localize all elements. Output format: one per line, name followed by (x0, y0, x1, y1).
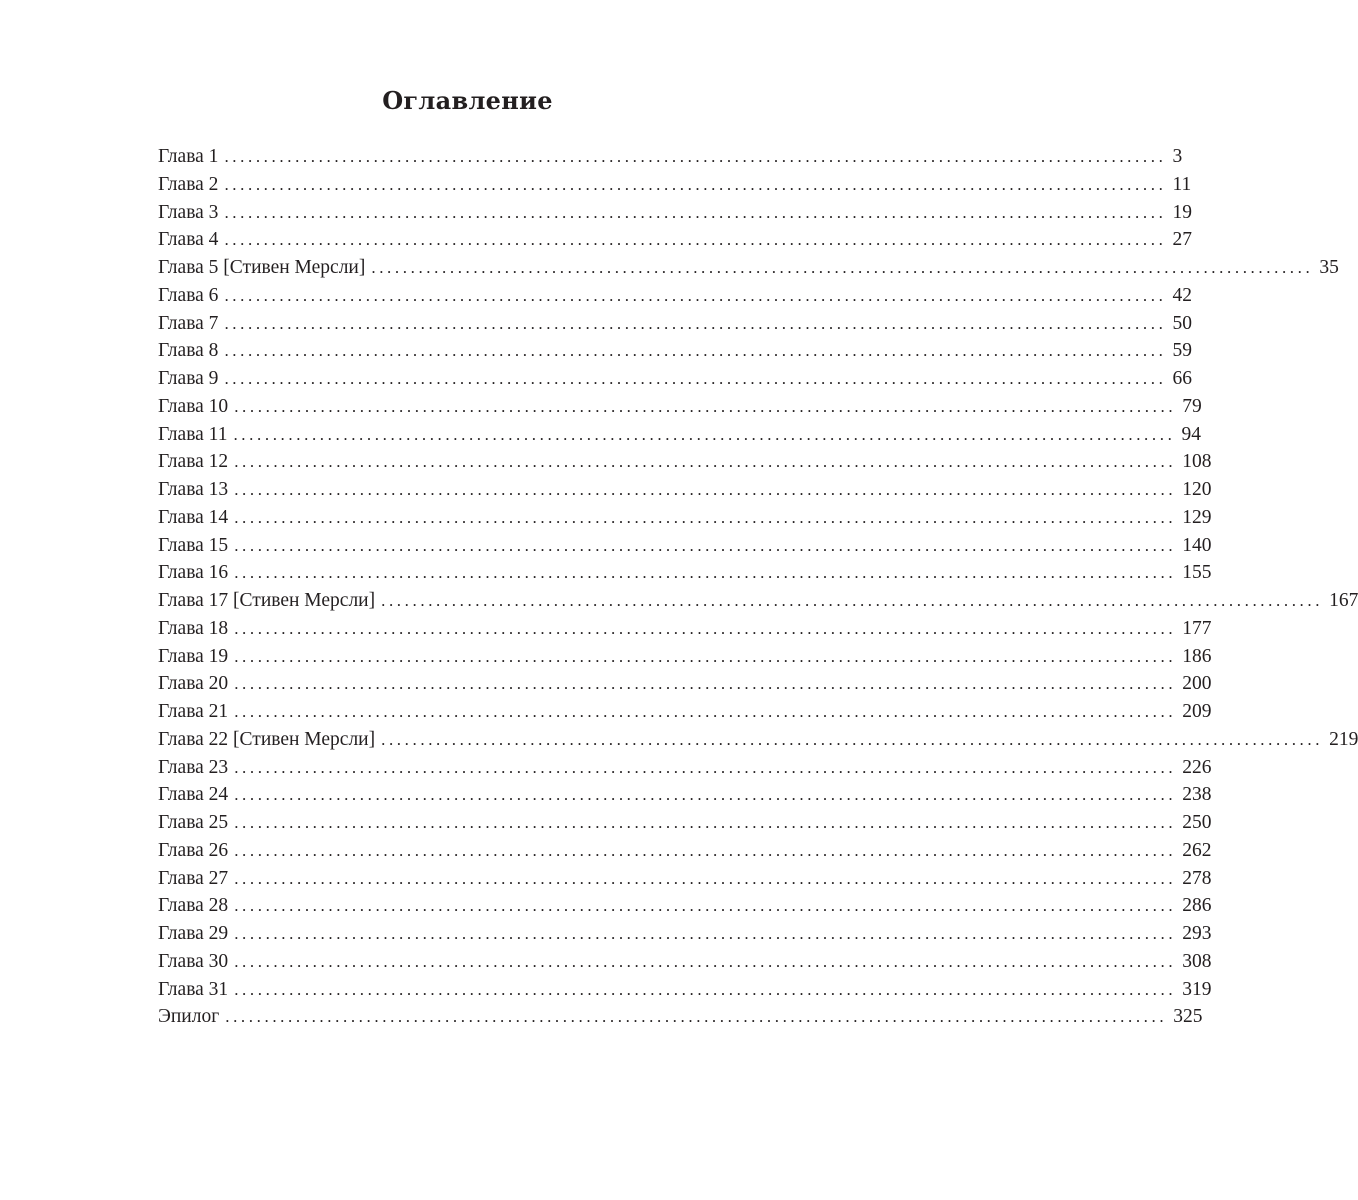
toc-entry[interactable] (158, 670, 1212, 698)
toc-entry[interactable] (158, 448, 1212, 476)
toc-entry-label: Глава 19 (158, 645, 229, 667)
dot-leader: ........................................................................................................................ (234, 868, 1177, 888)
toc-entry-page-number: 319 (1182, 978, 1212, 1000)
toc-entry[interactable] (158, 1003, 1203, 1031)
toc-entry-label: Глава 12 (158, 451, 229, 473)
toc-entry-label: Глава 18 (158, 617, 229, 639)
dot-leader: ........................................................................................................................ (234, 702, 1177, 721)
toc-entry-label: Глава 7 (158, 312, 219, 334)
dot-leader: ........................................................................................................................ (224, 285, 1167, 305)
dot-leader: ........................................................................................................................ (234, 896, 1177, 916)
toc-entry-label: Глава 1 (158, 146, 219, 167)
toc-entry[interactable] (158, 504, 1212, 532)
toc-entry-label: Глава 20 (158, 673, 229, 695)
toc-entry[interactable] (158, 365, 1192, 393)
dot-leader: ........................................................................................................................ (225, 1007, 1168, 1027)
toc-entry-page-number: 262 (1182, 839, 1212, 861)
dot-leader: ........................................................................................................................ (224, 341, 1167, 361)
dot-leader: ........................................................................................................................ (224, 174, 1167, 194)
toc-entry-page-number: 177 (1182, 617, 1212, 639)
dot-leader: ........................................................................................................................ (234, 563, 1177, 583)
toc-entry[interactable] (158, 226, 1192, 254)
toc-entry[interactable] (158, 282, 1192, 310)
toc-entry-label: Глава 24 (158, 784, 229, 806)
toc-entry-label: Глава 13 (158, 479, 229, 500)
toc-entry[interactable] (158, 892, 1212, 920)
dot-leader: ........................................................................................................................ (234, 480, 1177, 499)
dot-leader: ........................................................................................................................ (234, 618, 1177, 638)
toc-entry-page-number: 129 (1182, 506, 1212, 528)
toc-entry-label: Глава 5 [Стивен Мерсли] (158, 257, 366, 278)
toc-entry-label: Глава 15 (158, 534, 229, 556)
toc-entry-page-number: 226 (1182, 756, 1212, 778)
toc-entry-page-number: 59 (1172, 340, 1192, 362)
dot-leader: ........................................................................................................................ (234, 924, 1177, 943)
toc-entry-page-number: 238 (1182, 784, 1212, 806)
toc-entry-page-number: 200 (1182, 673, 1212, 695)
toc-entry-page-number: 325 (1173, 1006, 1203, 1028)
dot-leader: ........................................................................................................................ (224, 147, 1167, 166)
toc-entry-label: Глава 14 (158, 506, 229, 528)
toc-entry-label: Глава 8 (158, 340, 219, 362)
dot-leader: ........................................................................................................................ (381, 591, 1324, 610)
dot-leader: ........................................................................................................................ (234, 535, 1177, 555)
toc-entry-label: Глава 4 (158, 229, 219, 251)
toc-entry-label: Глава 9 (158, 368, 219, 389)
toc-entry[interactable] (158, 171, 1192, 199)
toc-entry-page-number: 94 (1181, 423, 1201, 445)
toc-entry-page-number: 186 (1182, 645, 1212, 667)
dot-leader: ........................................................................................................................ (224, 369, 1167, 388)
toc-entry-page-number: 42 (1172, 284, 1192, 306)
toc-entry-label: Эпилог (158, 1006, 220, 1028)
toc-entry-label: Глава 10 (158, 395, 229, 417)
toc-entry-page-number: 167 (1329, 590, 1358, 611)
toc-entry-label: Глава 17 [Стивен Мерсли] (158, 590, 376, 611)
dot-leader: ........................................................................................................................ (234, 507, 1177, 527)
dot-leader: ........................................................................................................................ (234, 813, 1177, 832)
toc-entry-page-number: 209 (1182, 701, 1212, 722)
toc-entry[interactable] (158, 837, 1212, 865)
toc-entry-page-number: 108 (1182, 451, 1212, 473)
dot-leader: ........................................................................................................................ (234, 452, 1177, 472)
toc-entry[interactable] (158, 587, 1358, 615)
dot-leader: ........................................................................................................................ (234, 951, 1177, 971)
toc-entry[interactable] (158, 976, 1212, 1004)
toc-entry[interactable] (158, 532, 1212, 560)
dot-leader: ........................................................................................................................ (224, 230, 1167, 250)
toc-entry-label: Глава 26 (158, 839, 229, 861)
toc-entry[interactable] (158, 809, 1212, 837)
toc-entry-page-number: 286 (1182, 895, 1212, 917)
toc-entry-page-number: 19 (1172, 201, 1192, 223)
toc-entry-label: Глава 16 (158, 562, 229, 584)
toc-entry[interactable] (158, 865, 1212, 893)
dot-leader: ........................................................................................................................ (234, 979, 1177, 999)
toc-entry[interactable] (158, 754, 1212, 782)
dot-leader: ........................................................................................................................ (371, 258, 1314, 277)
dot-leader: ........................................................................................................................ (234, 785, 1177, 805)
toc-entry-page-number: 3 (1172, 146, 1183, 167)
dot-leader: ........................................................................................................................ (381, 729, 1324, 749)
toc-entry-label: Глава 23 (158, 756, 229, 778)
toc-entry-label: Глава 25 (158, 812, 229, 833)
toc-entry[interactable] (158, 920, 1212, 948)
toc-entry[interactable] (158, 143, 1183, 171)
toc-entry[interactable] (158, 698, 1212, 726)
toc-entry-label: Глава 31 (158, 978, 229, 1000)
toc-entry[interactable] (158, 337, 1192, 365)
toc-entry[interactable] (158, 948, 1212, 976)
toc-entry-label: Глава 30 (158, 950, 229, 972)
toc-entry-page-number: 35 (1319, 257, 1339, 278)
toc-entry-page-number: 50 (1172, 312, 1192, 334)
table-of-contents (158, 143, 1358, 1031)
toc-entry-label: Глава 6 (158, 284, 219, 306)
dot-leader: ........................................................................................................................ (234, 396, 1177, 416)
dot-leader: ........................................................................................................................ (234, 646, 1177, 666)
dot-leader: ........................................................................................................................ (233, 424, 1176, 444)
dot-leader: ........................................................................................................................ (234, 674, 1177, 694)
toc-entry[interactable] (158, 643, 1212, 671)
toc-entry-page-number: 278 (1182, 867, 1212, 889)
toc-entry-label: Глава 28 (158, 895, 229, 917)
toc-entry[interactable] (158, 615, 1212, 643)
toc-entry-label: Глава 29 (158, 923, 229, 944)
toc-entry-page-number: 155 (1182, 562, 1212, 584)
toc-entry[interactable] (158, 393, 1202, 421)
toc-entry[interactable] (158, 781, 1212, 809)
dot-leader: ........................................................................................................................ (224, 202, 1167, 222)
toc-entry-page-number: 219 (1329, 728, 1358, 750)
toc-entry-page-number: 120 (1182, 479, 1212, 500)
toc-entry-label: Глава 22 [Стивен Мерсли] (158, 728, 376, 750)
toc-entry-page-number: 79 (1182, 395, 1202, 417)
toc-entry-page-number: 27 (1172, 229, 1192, 251)
toc-entry[interactable] (158, 254, 1339, 282)
toc-entry-label: Глава 21 (158, 701, 229, 722)
toc-entry[interactable] (158, 310, 1192, 338)
toc-entry-page-number: 140 (1182, 534, 1212, 556)
dot-leader: ........................................................................................................................ (234, 757, 1177, 777)
toc-entry-label: Глава 27 (158, 867, 229, 889)
toc-entry[interactable] (158, 199, 1192, 227)
toc-entry-page-number: 11 (1172, 173, 1192, 195)
toc-entry-label: Глава 3 (158, 201, 219, 223)
toc-entry-page-number: 293 (1182, 923, 1212, 944)
dot-leader: ........................................................................................................................ (224, 313, 1167, 333)
toc-entry-page-number: 250 (1182, 812, 1212, 833)
toc-entry[interactable] (158, 559, 1212, 587)
toc-entry-page-number: 66 (1172, 368, 1192, 389)
dot-leader: ........................................................................................................................ (234, 840, 1177, 860)
toc-entry[interactable] (158, 726, 1358, 754)
toc-entry-label: Глава 11 (158, 423, 228, 445)
toc-entry-page-number: 308 (1182, 950, 1212, 972)
toc-entry[interactable] (158, 476, 1212, 504)
toc-entry[interactable] (158, 421, 1201, 449)
toc-entry-label: Глава 2 (158, 173, 219, 195)
page-title: Оглавление (382, 86, 553, 115)
